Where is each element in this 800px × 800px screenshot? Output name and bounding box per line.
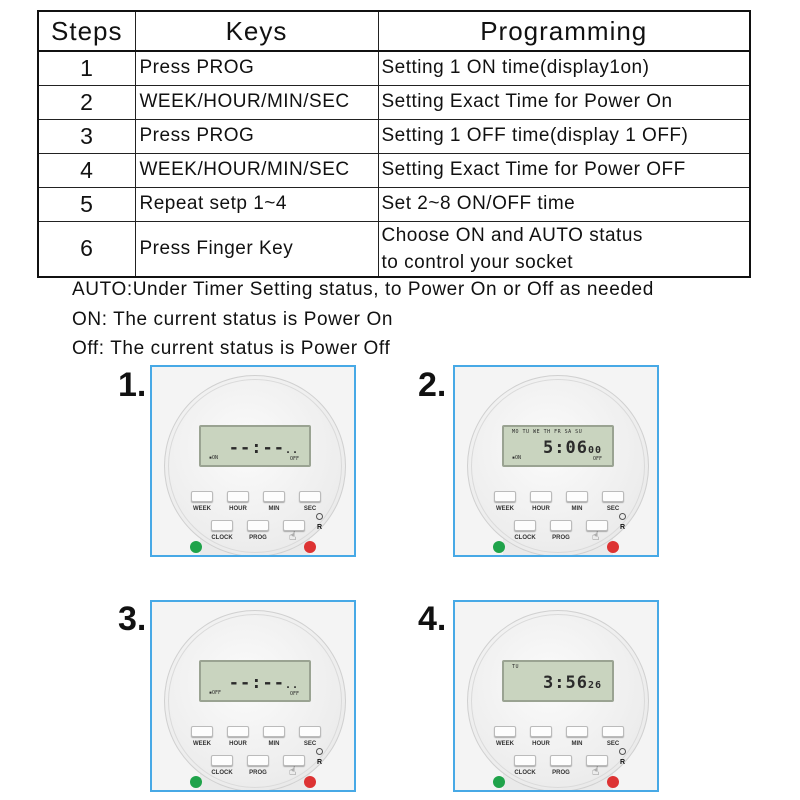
- prog-button[interactable]: [247, 520, 269, 531]
- step-photo-label: 2.: [418, 366, 447, 404]
- column-header-programming: Programming: [378, 11, 750, 51]
- min-label: MIN: [268, 741, 280, 747]
- reset-hole-icon[interactable]: [619, 513, 626, 520]
- step-number: 2: [38, 85, 135, 119]
- lcd-time: [229, 673, 299, 693]
- green-indicator-light: [190, 541, 202, 553]
- min-button[interactable]: [566, 726, 588, 737]
- prog-label: PROG: [552, 535, 570, 541]
- lcd-weekdays: TU: [512, 664, 520, 670]
- table-row: [38, 187, 750, 221]
- prog-button[interactable]: [247, 755, 269, 766]
- step-programming: Set 2~8 ON/OFF time: [378, 187, 750, 221]
- step-number: 5: [38, 187, 135, 221]
- sec-button[interactable]: [602, 726, 624, 737]
- table-row: [38, 51, 750, 85]
- finger-key-icon: ☝: [289, 764, 297, 778]
- week-label: WEEK: [193, 741, 211, 747]
- step-number: 1: [38, 51, 135, 85]
- week-label: WEEK: [496, 506, 514, 512]
- step-number: 6: [38, 221, 135, 277]
- lcd-time-seconds: 26: [587, 680, 602, 691]
- prog-label: PROG: [249, 535, 267, 541]
- min-label: MIN: [571, 506, 583, 512]
- lcd-time: [543, 438, 602, 458]
- hour-button[interactable]: [530, 491, 552, 502]
- step-programming: Setting Exact Time for Power On: [378, 85, 750, 119]
- clock-label: CLOCK: [211, 535, 233, 541]
- sec-label: SEC: [303, 506, 317, 512]
- min-label: MIN: [571, 741, 583, 747]
- sec-label: SEC: [606, 506, 620, 512]
- clock-button[interactable]: [514, 520, 536, 531]
- timer-photo: [453, 365, 659, 557]
- hour-label: HOUR: [229, 506, 247, 512]
- note-auto: AUTO:Under Timer Setting status, to Power On or Off as needed: [72, 279, 654, 300]
- min-button[interactable]: [263, 726, 285, 737]
- lcd-status-left: ▪OFF: [209, 690, 222, 696]
- column-header-steps: Steps: [38, 11, 135, 51]
- reset-hole-icon[interactable]: [619, 748, 626, 755]
- step-photo-label: 4.: [418, 600, 447, 638]
- reset-label: R: [620, 759, 626, 766]
- lcd-time: [543, 673, 602, 693]
- step-programming-line2: to control your socket: [381, 251, 574, 273]
- clock-label: CLOCK: [514, 535, 536, 541]
- timer-photo: [453, 600, 659, 792]
- lcd-display: [502, 425, 614, 467]
- reset-hole-icon[interactable]: [316, 748, 323, 755]
- note-on: ON: The current status is Power On: [72, 309, 393, 330]
- lcd-time-main: 3:56: [543, 673, 588, 693]
- timer-device: [467, 375, 649, 557]
- table-row: [38, 119, 750, 153]
- week-button[interactable]: [191, 491, 213, 502]
- step-keys: Press PROG: [135, 119, 378, 153]
- step-number: 3: [38, 119, 135, 153]
- week-button[interactable]: [191, 726, 213, 737]
- clock-button[interactable]: [211, 755, 233, 766]
- sec-button[interactable]: [299, 491, 321, 502]
- lcd-time-main: --:--: [228, 673, 285, 693]
- table-header-row: [38, 11, 750, 51]
- timer-device: [467, 610, 649, 792]
- lcd-time: [229, 438, 299, 458]
- prog-label: PROG: [249, 770, 267, 776]
- reset-label: R: [317, 524, 323, 531]
- timer-photo: [150, 600, 356, 792]
- clock-label: CLOCK: [211, 770, 233, 776]
- lcd-status-right: OFF: [289, 691, 299, 697]
- table-row: [38, 153, 750, 187]
- green-indicator-light: [190, 776, 202, 788]
- week-button[interactable]: [494, 726, 516, 737]
- sec-button[interactable]: [299, 726, 321, 737]
- hour-label: HOUR: [532, 741, 550, 747]
- green-indicator-light: [493, 541, 505, 553]
- step-photo-label: 3.: [118, 600, 147, 638]
- red-indicator-light: [607, 541, 619, 553]
- green-indicator-light: [493, 776, 505, 788]
- red-indicator-light: [304, 776, 316, 788]
- reset-label: R: [620, 524, 626, 531]
- clock-button[interactable]: [211, 520, 233, 531]
- lcd-status-left: ▪ON: [209, 455, 219, 461]
- note-off: Off: The current status is Power Off: [72, 338, 391, 359]
- lcd-display: [199, 660, 311, 702]
- lcd-time-seconds: ..: [284, 680, 299, 691]
- step-keys: WEEK/HOUR/MIN/SEC: [135, 85, 378, 119]
- timer-device: [164, 610, 346, 792]
- hour-label: HOUR: [229, 741, 247, 747]
- prog-label: PROG: [552, 770, 570, 776]
- lcd-time-main: 5:06: [543, 438, 588, 458]
- step-keys: Press PROG: [135, 51, 378, 85]
- table-row: [38, 85, 750, 119]
- lcd-display: [199, 425, 311, 467]
- red-indicator-light: [607, 776, 619, 788]
- lcd-status-right: OFF: [289, 456, 299, 462]
- min-button[interactable]: [566, 491, 588, 502]
- steps-table: [37, 10, 751, 278]
- lcd-display: [502, 660, 614, 702]
- lcd-weekdays: MO TU WE TH FR SA SU: [512, 429, 583, 435]
- finger-key-icon: ☝: [289, 529, 297, 543]
- table-row: [38, 221, 750, 277]
- min-label: MIN: [268, 506, 280, 512]
- week-label: WEEK: [496, 741, 514, 747]
- finger-key-icon: ☝: [592, 764, 600, 778]
- min-button[interactable]: [263, 491, 285, 502]
- lcd-time-seconds: ..: [284, 445, 299, 456]
- hour-label: HOUR: [532, 506, 550, 512]
- hour-button[interactable]: [227, 491, 249, 502]
- hour-button[interactable]: [227, 726, 249, 737]
- step-programming: Setting Exact Time for Power OFF: [378, 153, 750, 187]
- step-photo-label: 1.: [118, 366, 147, 404]
- prog-button[interactable]: [550, 520, 572, 531]
- reset-hole-icon[interactable]: [316, 513, 323, 520]
- week-button[interactable]: [494, 491, 516, 502]
- clock-label: CLOCK: [514, 770, 536, 776]
- lcd-status-right: OFF: [592, 456, 602, 462]
- step-programming-line1: Choose ON and AUTO status: [381, 224, 643, 246]
- timer-device: [164, 375, 346, 557]
- step-keys: WEEK/HOUR/MIN/SEC: [135, 153, 378, 187]
- reset-label: R: [317, 759, 323, 766]
- hour-button[interactable]: [530, 726, 552, 737]
- step-programming: Setting 1 ON time(display1on): [378, 51, 750, 85]
- lcd-status-left: ▪ON: [512, 455, 522, 461]
- clock-button[interactable]: [514, 755, 536, 766]
- sec-label: SEC: [606, 741, 620, 747]
- timer-photo: [150, 365, 356, 557]
- sec-button[interactable]: [602, 491, 624, 502]
- column-header-keys: Keys: [135, 11, 378, 51]
- step-keys: Repeat setp 1~4: [135, 187, 378, 221]
- step-programming: [378, 221, 750, 277]
- lcd-time-seconds: 00: [587, 445, 602, 456]
- finger-key-icon: ☝: [592, 529, 600, 543]
- sec-label: SEC: [303, 741, 317, 747]
- step-keys: Press Finger Key: [135, 221, 378, 277]
- prog-button[interactable]: [550, 755, 572, 766]
- red-indicator-light: [304, 541, 316, 553]
- step-programming: Setting 1 OFF time(display 1 OFF): [378, 119, 750, 153]
- step-number: 4: [38, 153, 135, 187]
- week-label: WEEK: [193, 506, 211, 512]
- lcd-time-main: --:--: [228, 438, 285, 458]
